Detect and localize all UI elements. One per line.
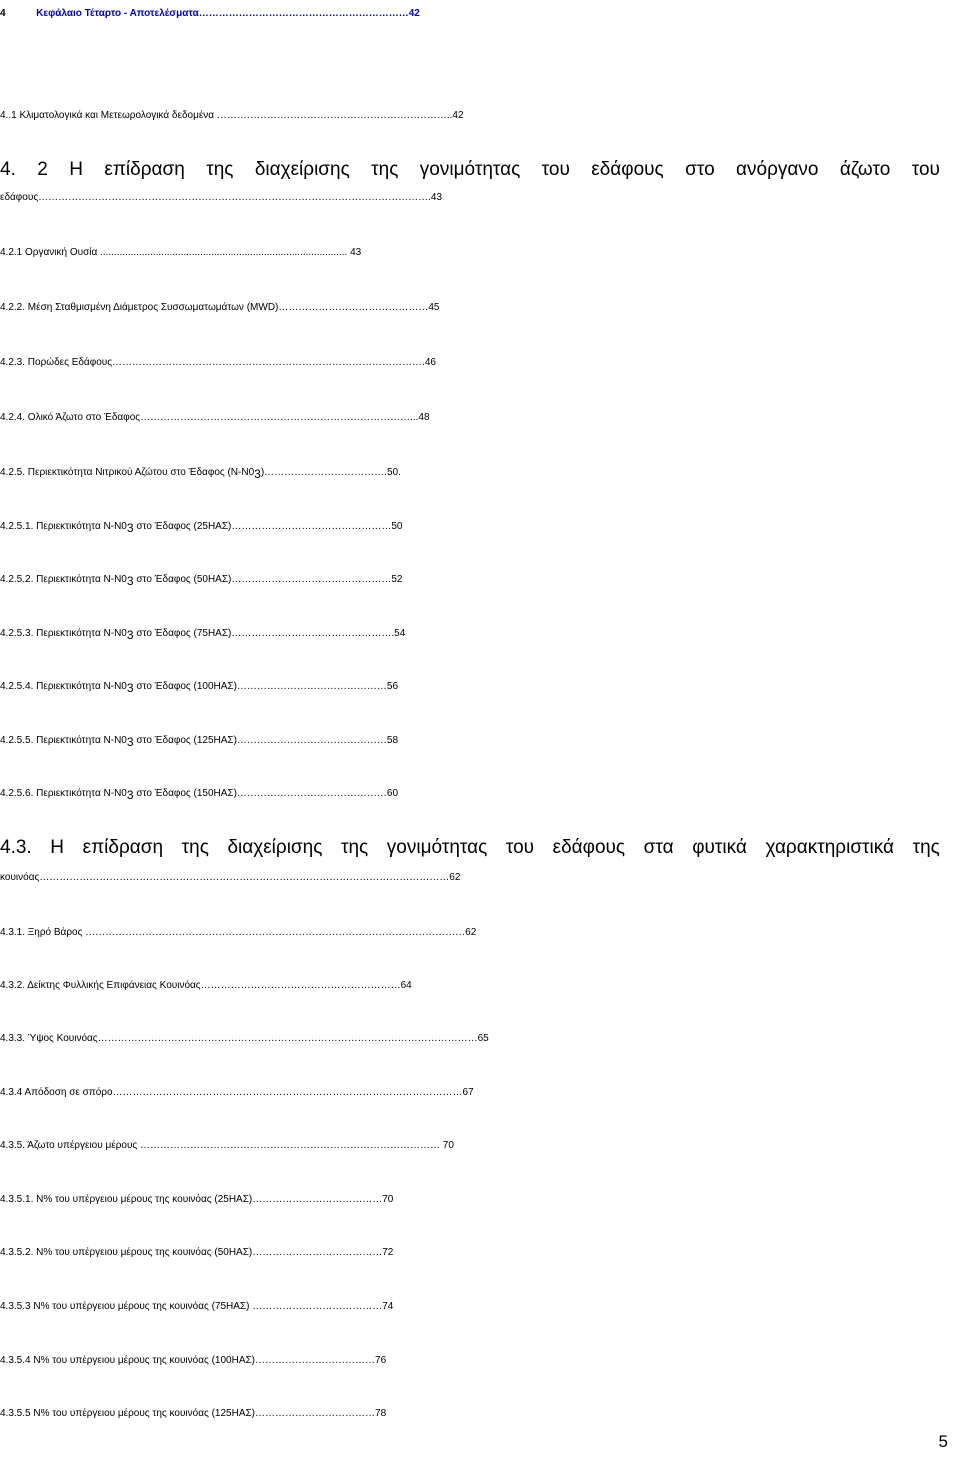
page-number: 5 [938,1432,948,1451]
toc-entry-text: 4.2.5.1. Περιεκτικότητα Ν-Ν0 [0,521,127,532]
toc-entry-text: 4.3.2. Δείκτης Φυλλικής Επιφάνειας Κουινόας……………………………………………………64 [0,980,412,991]
toc-entry-text: στο Έδαφος (100ΗΑΣ)………………………………………56 [133,681,399,692]
toc-entry-text: εδάφους……………………………………………………………………………………………………….43 [0,192,443,203]
toc-entry-text: 4.3.5.4 Ν% του υπέργειου μέρους της κουινόας (100ΗΑΣ)………………………………76 [0,1355,387,1366]
toc-entry-text: 4.3.4 Απόδοση σε σπόρο……………………………………………………………………………………………67 [0,1087,474,1098]
word: χαρακτηριστικά [765,837,895,858]
word: του [541,159,570,180]
word: επίδραση [104,159,185,180]
toc-entry-text: 4.2.5.4. Περιεκτικότητα Ν-Ν0 [0,681,127,692]
toc-entry[interactable] [0,622,960,647]
toc-entry-text: 4.3.5. Άζωτο υπέργειου μέρους ……………………………………………………………………………… 70 [0,1140,454,1151]
toc-entry[interactable] [0,1402,960,1426]
toc-entry-text: 4.3.5.5 Ν% του υπέργειου μέρους της κουινόας (125ΗΑΣ)………………………………78 [0,1408,387,1419]
subscript: 3 [254,467,261,481]
toc-entry-text: 4.3.1. Ξηρό Βάρος ……………………………………………………………………………………………………62 [0,927,477,938]
word: 2 [37,159,48,180]
toc-entry-text: στο Έδαφος (50ΗΑΣ)…………………………………………52 [133,574,403,585]
word: επίδραση [82,837,164,858]
word: στο [685,159,715,180]
toc-entry-text: στο Έδαφος (125ΗΑΣ)………………………………………58 [133,735,399,746]
toc-entry-wrapped-line2[interactable] [0,186,960,210]
subscript: 3 [126,788,134,802]
toc-entry[interactable] [0,1027,960,1051]
word: της [912,837,940,858]
toc-entry-wrapped-line1[interactable] [0,158,940,182]
toc-entry-text: κουινόας……………………………………………………………………………………………………………62 [0,872,461,883]
toc-entry-text: 4.2.4. Ολικό Άζωτο στο Έδαφος………………………………………………………………………...48 [0,412,430,423]
toc-entry[interactable] [0,104,960,128]
toc-entry[interactable] [0,974,960,998]
word: 4. [0,159,16,180]
toc-entry[interactable] [0,515,960,540]
toc-entry-text: 4.2.3. Πορώδες Εδάφους………………………………………………………………………………….46 [0,357,436,368]
subscript: 3 [126,681,134,695]
word: Η [50,837,65,858]
toc-entry[interactable] [0,1295,960,1319]
word: της [371,159,399,180]
word: διαχείρισης [254,159,350,180]
toc-entry-wrapped-line1[interactable] [0,836,940,860]
word: ανόργανο [736,159,819,180]
toc-entry[interactable] [0,1134,960,1158]
toc-entry-text: 4.2.5.6. Περιεκτικότητα Ν-Ν0 [0,788,127,799]
subscript: 3 [126,574,134,588]
toc-chapter-title-text: Κεφάλαιο Τέταρτο - Αποτελέσματα………………………………………………………42 [36,8,420,19]
word: του [911,159,940,180]
word: διαχείρισης [227,837,323,858]
word: άζωτο [839,159,891,180]
toc-entry[interactable] [0,782,960,807]
toc-entry[interactable] [0,675,960,700]
word: εδάφους [552,837,626,858]
word: φυτικά [692,837,747,858]
toc-entry-text: 4.3.5.3 Ν% του υπέργειου μέρους της κουινόας (75ΗΑΣ) …………………………………74 [0,1301,394,1312]
toc-entry-text: 4.2.5.5. Περιεκτικότητα Ν-Ν0 [0,735,127,746]
toc-entry-text: 4.2.5.3. Περιεκτικότητα Ν-Ν0 [0,628,127,639]
word: Η [69,159,83,180]
toc-entry-text: 4.2.1 Οργανική Ουσία ......................................................................................... 43 [0,247,362,258]
toc-entry[interactable] [0,461,960,486]
toc-entry[interactable] [0,568,960,593]
toc-entry[interactable] [0,1188,960,1212]
toc-entry-text: 4.3.5.2. Ν% του υπέργειου μέρους της κουινόας (50ΗΑΣ)…………………………………72 [0,1247,394,1258]
toc-entry-text: )……………………………….50. [260,467,401,478]
toc-entry-text: 4.2.5. Περιεκτικότητα Νιτρικού Αζώτου στο Έδαφος (Ν-Ν0 [0,467,255,478]
toc-entry-text: 4..1 Κλιματολογικά και Μετεωρολογικά δεδομένα ……………………………………………………………..42 [0,110,464,121]
toc-entry[interactable] [0,406,960,430]
toc-entry-text: 4.2.2. Μέση Σταθμισμένη Διάμετρος Συσσωματωμάτων (MWD)………………………………………45 [0,302,440,313]
toc-entry[interactable] [0,921,960,945]
word: 4.3. [0,837,32,858]
toc-entry-text: στο Έδαφος (75ΗΑΣ)………………………………………….54 [133,628,406,639]
word: γονιμότητας [419,159,521,180]
toc-chapter-number: 4 [0,8,37,19]
toc-entry[interactable] [0,241,960,265]
toc-entry-text: στο Έδαφος (150ΗΑΣ)………………………………………60 [133,788,399,799]
subscript: 3 [126,735,134,749]
toc-chapter-title[interactable] [0,2,960,26]
toc-entry[interactable] [0,296,960,320]
toc-entry[interactable] [0,729,960,754]
toc-entry[interactable] [0,1241,960,1265]
subscript: 3 [126,521,134,535]
word: της [181,837,209,858]
toc-entry[interactable] [0,1081,960,1105]
toc-entry-text: 4.2.5.2. Περιεκτικότητα Ν-Ν0 [0,574,127,585]
word: εδάφους [591,159,664,180]
toc-entry-text: 4.3.3. Ύψος Κουινόας……………………………………………………………………………………………………65 [0,1033,489,1044]
toc-entry[interactable] [0,1349,960,1373]
toc-entry-text: 4.3.5.1. Ν% του υπέργειου μέρους της κουινόας (25ΗΑΣ)…………………………………70 [0,1194,394,1205]
toc-entry[interactable] [0,351,960,375]
word: του [505,837,535,858]
word: της [206,159,234,180]
word: γονιμότητας [386,837,488,858]
subscript: 3 [126,628,134,642]
toc-entry-wrapped-line2[interactable] [0,866,960,890]
word: στα [643,837,674,858]
toc-entry-text: στο Έδαφος (25ΗΑΣ)…………………………………………50 [133,521,403,532]
word: της [340,837,369,858]
